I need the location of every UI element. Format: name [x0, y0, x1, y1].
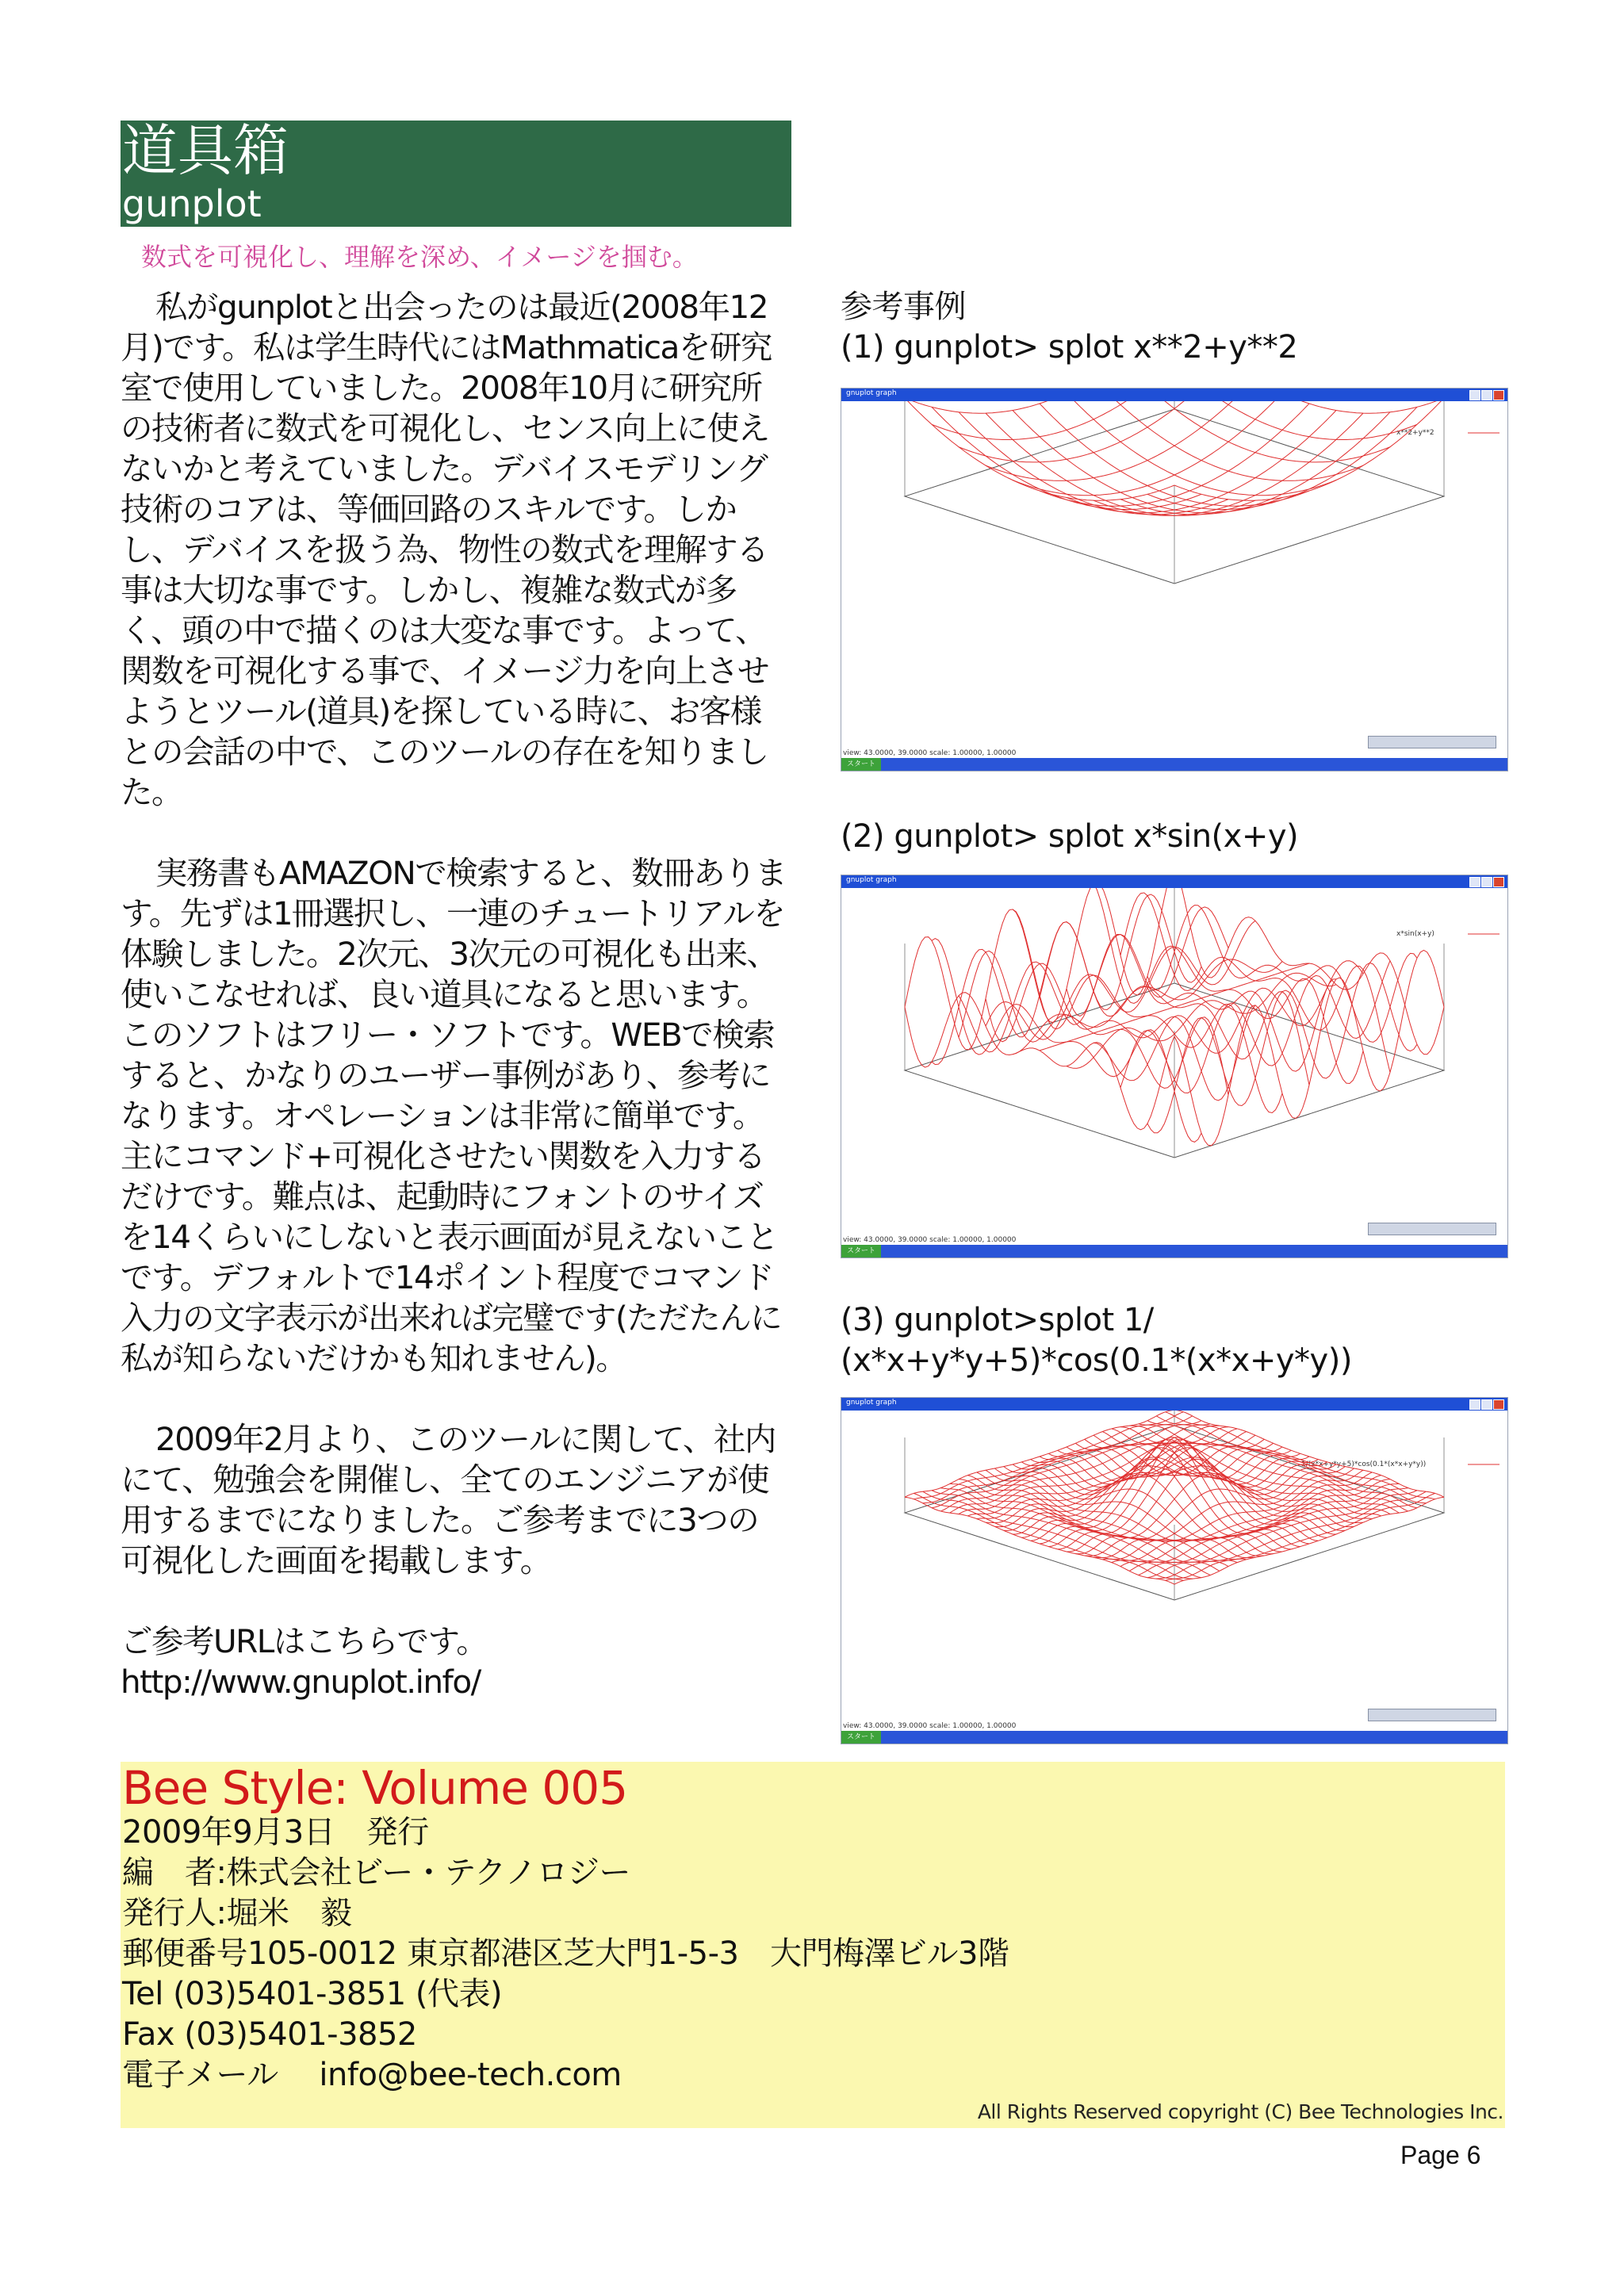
surface-line-1-7	[1094, 413, 1363, 515]
window-title: gnuplot graph	[846, 389, 897, 397]
publish-date: 2009年9月3日 発行	[122, 1814, 429, 1851]
close-icon[interactable]	[1493, 1399, 1504, 1410]
tagline: 数式を可視化し、理解を深め、イメージを掴む。	[141, 242, 698, 272]
article-body	[121, 287, 788, 1702]
example-1-caption: (1) gunplot> splot x**2+y**2	[841, 329, 1298, 366]
surface-line-0-1	[1147, 905, 1417, 1043]
example-2-screenshot	[841, 875, 1508, 1258]
window-titlebar	[841, 1398, 1507, 1411]
example-3-caption-line1: (3) gunplot>splot 1/	[841, 1302, 1154, 1338]
surface-line-0-19	[1004, 1467, 1274, 1554]
editor: 編 者:株式会社ビー・テクノロジー	[122, 1855, 630, 1891]
telephone: Tel (03)5401-3851 (代表)	[122, 1976, 503, 2012]
example-1-screenshot	[841, 388, 1508, 771]
surface-line-0-3	[1094, 401, 1363, 480]
start-button[interactable]: スタート	[841, 758, 881, 771]
view-status: view: 43.0000, 39.0000 scale: 1.00000, 1.00000	[843, 1722, 1017, 1730]
surface-line-0-7	[986, 413, 1255, 515]
surface-line-0-0	[1174, 401, 1444, 413]
url-intro: ご参考URLはこちらです。	[121, 1622, 488, 1660]
surface-line-0-4	[1067, 935, 1336, 1072]
surface-line-0-9	[932, 939, 1201, 1143]
page-number: Page 6	[1400, 2141, 1481, 2169]
taskbar	[841, 758, 1507, 771]
surface-line-1-30	[1174, 1497, 1444, 1584]
surface-line-1-3	[986, 401, 1255, 480]
email: 電子メール info@bee-tech.com	[122, 2057, 622, 2093]
start-button[interactable]: スタート	[841, 1245, 881, 1258]
plot-legend: x*sin(x+y)	[1396, 930, 1434, 938]
window-title: gnuplot graph	[846, 1399, 897, 1407]
surface-line-0-27	[932, 1491, 1201, 1578]
example-2-caption: (2) gunplot> splot x*sin(x+y)	[841, 818, 1299, 855]
surface-line-1-9	[1147, 963, 1417, 1132]
surface-line-1-2	[959, 907, 1228, 1052]
example-2-caption-block	[841, 817, 1511, 857]
section-header	[121, 118, 791, 227]
example-3-screenshot	[841, 1397, 1508, 1744]
system-tray	[1368, 1709, 1496, 1721]
example-3-caption-line2: (x*x+y*y+5)*cos(0.1*(x*x+y*y))	[841, 1342, 1352, 1379]
window-titlebar	[841, 875, 1507, 888]
surface-line-0-8	[959, 951, 1228, 1095]
maximize-icon[interactable]	[1481, 390, 1492, 400]
surface-line-1-1	[932, 894, 1201, 1065]
taskbar	[841, 1731, 1507, 1744]
taskbar	[841, 1245, 1507, 1258]
surface-line-0-1	[1147, 401, 1417, 440]
surface-line-1-0	[905, 401, 1174, 413]
minimize-icon[interactable]	[1469, 390, 1480, 400]
colophon-lines	[122, 1813, 1009, 2096]
surface-line-0-10	[905, 993, 1174, 1130]
section-title: 道具箱	[122, 118, 289, 183]
surface-line-0-3	[1094, 888, 1363, 1084]
surface-line-1-2	[959, 401, 1228, 462]
surface-line-0-2	[1120, 401, 1390, 462]
examples-heading-block	[841, 287, 1511, 368]
surface-line-0-28	[923, 1491, 1193, 1579]
window-title: gnuplot graph	[846, 876, 897, 884]
surface-line-1-1	[932, 401, 1201, 440]
surface-line-1-27	[1147, 1491, 1417, 1578]
surface-line-0-0	[1174, 888, 1444, 1055]
maximize-icon[interactable]	[1481, 1399, 1492, 1410]
plot-legend: 1/(x*x+y*y+5)*cos(0.1*(x*x+y*y))	[1301, 1460, 1427, 1468]
surface-line-1-28	[1156, 1491, 1426, 1579]
surface-line-0-2	[1120, 893, 1390, 1073]
paragraph-2: 実務書もAMAZONで検索すると、数冊あります。先ずは1冊選択し、一連のチュートリアルを体験しました。2次元、3次元の可視化も出来、使いこなせれば、良い道具になると思います。このソフトはフリー・ソフトです。WEBで検索すると、かなりのユーザー事例があり、参考になります。オペレーションは非常に簡単です。主にコマンド+可視化させたい関数を入力するだけです。難点は、起動時にフォントのサイズを14くらいにしないと表示画面が見えないことです。デフォルトで14ポイント程度でコマンド入力の文字表示が出来れば完璧です(ただたんに私が知らないだけかも知れません)。	[121, 854, 787, 1377]
paragraph-3: 2009年2月より、このツールに関して、社内にて、勉強会を開催し、全てのエンジニアが使用するまでになりました。ご参考までに3つの可視化した画面を掲載します。	[121, 1420, 776, 1579]
examples-heading: 参考事例	[841, 289, 966, 325]
system-tray	[1368, 736, 1496, 748]
plot-legend: x**2+y**2	[1396, 429, 1434, 437]
volume-title: Bee Style: Volume 005	[122, 1761, 628, 1815]
paraboloid-plot	[841, 401, 1506, 742]
minimize-icon[interactable]	[1469, 1399, 1480, 1410]
xsin-plot	[841, 888, 1506, 1229]
copyright: All Rights Reserved copyright (C) Bee Technologies Inc.	[977, 2100, 1503, 2123]
system-tray	[1368, 1223, 1496, 1235]
paragraph-1: 私がgunplotと出会ったのは最近(2008年12月)です。私は学生時代にはMathmaticaを研究室で使用していました。2008年10月に研究所の技術者に数式を可視化し、センス向上に使えないかと考えていました。デバイスモデリング技術のコアは、等価回路のスキルです。しかし、デバイスを扱う為、物性の数式を理解する事は大切な事です。しかし、複雑な数式が多く、頭の中で描くのは大変な事です。よって、関数を可視化する事で、イメージ力を向上させようとツール(道具)を探している時に、お客様との会話の中で、このツールの存在を知りました。	[121, 288, 772, 811]
example-3-caption-block	[841, 1300, 1511, 1381]
minimize-icon[interactable]	[1469, 877, 1480, 887]
close-icon[interactable]	[1493, 390, 1504, 400]
window-titlebar	[841, 389, 1507, 401]
view-status: view: 43.0000, 39.0000 scale: 1.00000, 1.00000	[843, 1236, 1017, 1244]
surface-line-1-19	[1075, 1467, 1345, 1554]
damped-cos-plot	[841, 1411, 1506, 1720]
fax: Fax (03)5401-3852	[122, 2016, 417, 2053]
maximize-icon[interactable]	[1481, 877, 1492, 887]
colophon	[121, 1762, 1505, 2128]
start-button[interactable]: スタート	[841, 1731, 881, 1744]
section-subtitle: gunplot	[122, 182, 262, 225]
surface-line-1-4	[940, 1424, 1210, 1511]
close-icon[interactable]	[1493, 877, 1504, 887]
reference-url[interactable]: http://www.gnuplot.info/	[121, 1663, 481, 1701]
view-status: view: 43.0000, 39.0000 scale: 1.00000, 1.00000	[843, 749, 1017, 757]
publisher: 発行人:堀米 毅	[122, 1895, 352, 1931]
address: 郵便番号105-0012 東京都港区芝大門1-5-3 大門梅澤ビル3階	[122, 1935, 1009, 1972]
surface-line-0-30	[905, 1497, 1174, 1584]
